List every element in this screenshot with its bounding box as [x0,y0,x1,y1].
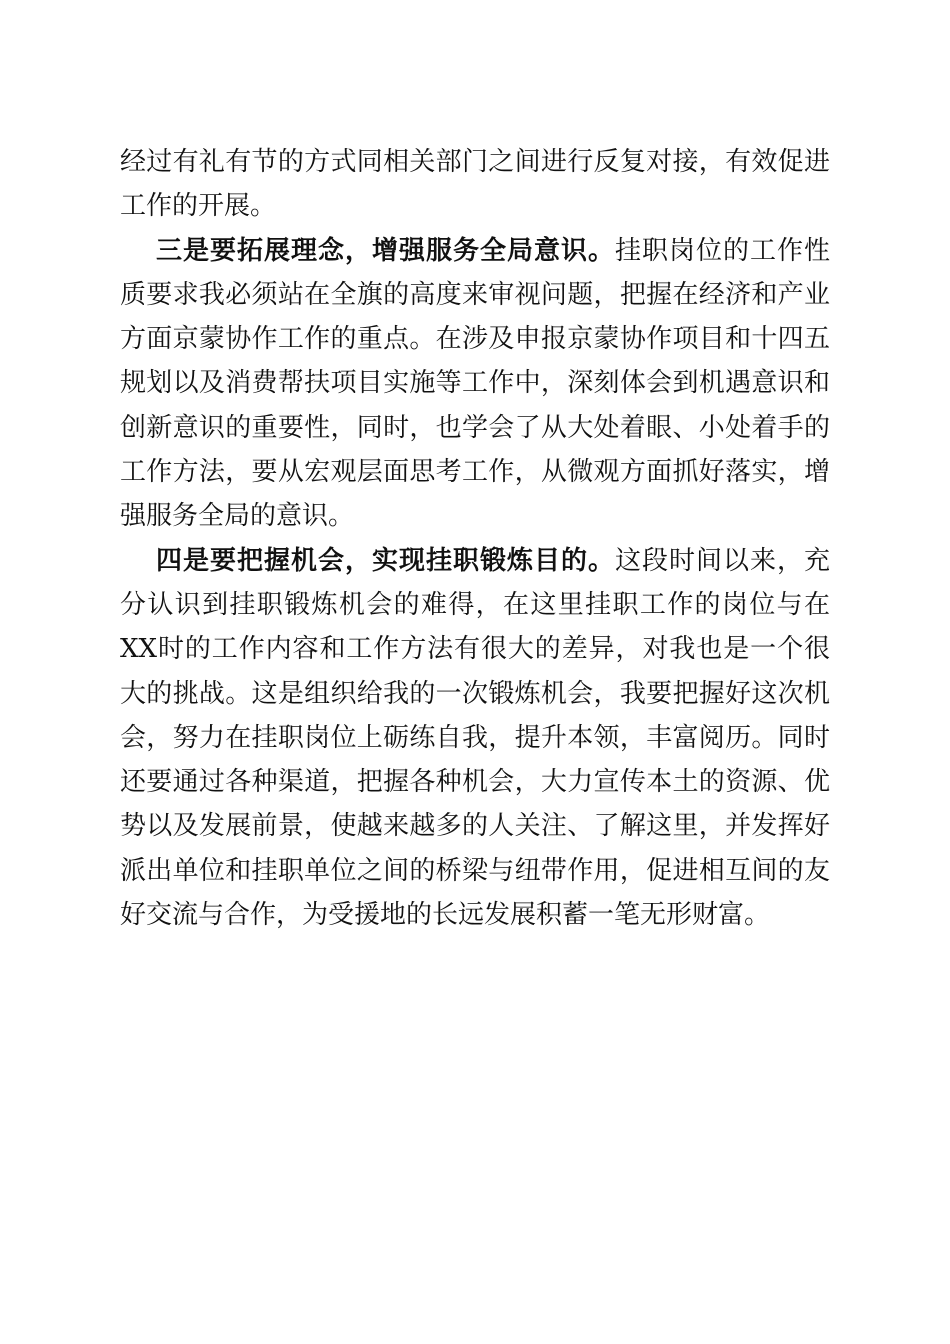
paragraph-point-three [120,229,830,539]
paragraph-heading: 三是要拓展理念，增强服务全局意识。 [156,235,615,266]
paragraph-heading: 四是要把握机会，实现挂职锻炼目的。 [156,545,615,576]
paragraph-point-four [120,539,830,938]
paragraph-text: 经过有礼有节的方式同相关部门之间进行反复对接，有效促进工作的开展。 [120,147,830,222]
paragraph-continuation [120,140,830,229]
document-body [120,140,830,937]
paragraph-text: 挂职岗位的工作性质要求我必须站在全旗的高度来审视问题，把握在经济和产业方面京蒙协作工作的重点。在涉及申报京蒙协作项目和十四五规划以及消费帮扶项目实施等工作中，深刻体会到机遇意识和创新意识的重要性，同时，也学会了从大处着眼、小处着手的工作方法，要从宏观层面思考工作，从微观方面抓好落实，增强服务全局的意识。 [120,235,830,532]
paragraph-text: 这段时间以来，充分认识到挂职锻炼机会的难得，在这里挂职工作的岗位与在XX时的工作内容和工作方法有很大的差异，对我也是一个很大的挑战。这是组织给我的一次锻炼机会，我要把握好这次机会，努力在挂职岗位上砺练自我，提升本领，丰富阅历。同时还要通过各种渠道，把握各种机会，大力宣传本土的资源、优势以及发展前景，使越来越多的人关注、了解这里，并发挥好派出单位和挂职单位之间的桥梁与纽带作用，促进相互间的友好交流与合作，为受援地的长远发展积蓄一笔无形财富。 [120,545,830,931]
